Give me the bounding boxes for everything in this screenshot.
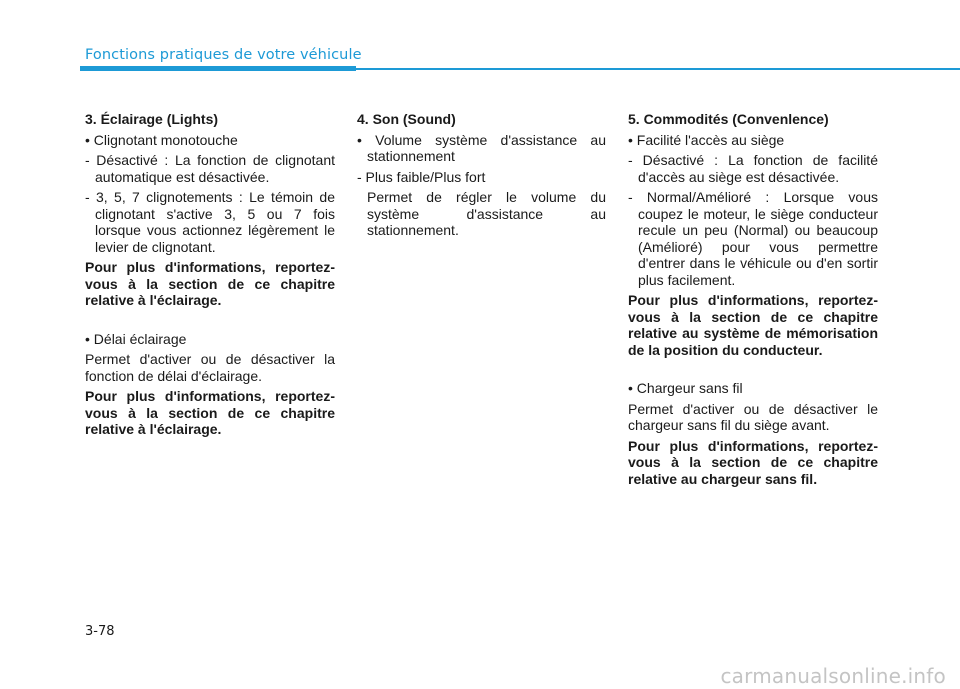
option-seat-normal-enhanced: - Normal/Amélioré : Lorsque vous coupez le moteur, le siège conducteur recule un peu (Normal) ou beaucoup (Amélioré) pour vous permettre d'entrer dans le véhicule ou d'en sortir plus facilement. [628,189,878,288]
column-convenience [628,111,878,491]
heading-sound: 4. Son (Sound) [357,111,456,127]
paragraph-light-delay: Permet d'activer ou de désactiver la fonction de délai d'éclairage. [85,351,335,384]
bullet-one-touch-signal: • Clignotant monotouche [85,131,238,148]
header-rule [356,68,960,70]
bullet-seat-access: • Facilité l'accès au siège [628,131,785,148]
heading-convenience: 5. Commodités (Convenlence) [628,111,829,127]
option-volume-level: - Plus faible/Plus fort [357,168,486,185]
note-wireless-charger: Pour plus d'informations, reportez-vous à la section de ce chapitre relative au chargeur sans fil. [628,437,878,487]
bullet-light-delay: • Délai éclairage [85,330,187,347]
note-lighting-2: Pour plus d'informations, reportez-vous à la section de ce chapitre relative à l'éclairage. [85,388,335,437]
bullet-parking-volume: • Volume système d'assistance au stationnement [357,131,606,164]
heading-lighting: 3. Éclairage (Lights) [85,111,219,127]
column-lighting [85,111,335,442]
page-number: 3-78 [85,624,115,639]
paragraph-volume: Permet de régler le volume du système d'assistance au stationnement. [367,189,606,238]
option-flashes: - 3, 5, 7 clignotements : Le témoin de clignotant s'active 3, 5 ou 7 fois lorsque vous actionnez légèrement le levier de clignotant. [85,189,335,255]
section-title-underline [80,66,356,71]
option-seat-disabled: - Désactivé : La fonction de facilité d'accès au siège est désactivée. [628,152,878,185]
bullet-wireless-charger: • Chargeur sans fil [628,380,743,396]
watermark: carmanualsonline.info [720,664,946,688]
column-sound [357,111,606,243]
option-disabled: - Désactivé : La fonction de clignotant automatique est désactivée. [85,152,335,185]
paragraph-wireless-charger: Permet d'activer ou de désactiver le chargeur sans fil du siège avant. [628,400,878,433]
note-seat-memory: Pour plus d'informations, reportez-vous à la section de ce chapitre relative au système de mémorisation de la position du conducteur. [628,292,878,358]
section-title: Fonctions pratiques de votre véhicule [85,47,362,63]
note-lighting-1: Pour plus d'informations, reportez-vous à la section de ce chapitre relative à l'éclairage. [85,259,335,308]
